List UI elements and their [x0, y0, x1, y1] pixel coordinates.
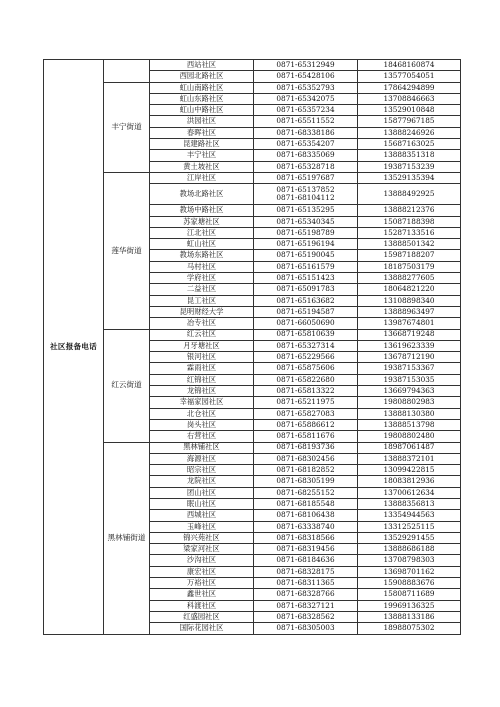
community-name: 康宏社区 — [150, 566, 254, 577]
landline-phone: 0871-65211975 — [254, 397, 358, 408]
community-name: 昆建路社区 — [150, 139, 254, 150]
community-name: 黑林铺社区 — [150, 442, 254, 453]
community-name: 红云社区 — [150, 329, 254, 340]
community-name: 团山社区 — [150, 487, 254, 498]
landline-phone: 0871-65875606 — [254, 363, 358, 374]
mobile-phone: 13354944563 — [358, 510, 461, 521]
mobile-phone: 13888372101 — [358, 453, 461, 464]
landline-phone: 0871-65340345 — [254, 216, 358, 227]
mobile-phone: 13529135394 — [358, 172, 461, 183]
mobile-phone: 15808711689 — [358, 589, 461, 600]
community-name: 丰宁社区 — [150, 150, 254, 161]
mobile-phone: 18064821220 — [358, 284, 461, 295]
landline-phone: 0871-63338740 — [254, 521, 358, 532]
landline-phone: 0871-65342075 — [254, 93, 358, 104]
mobile-phone: 18988075302 — [358, 623, 461, 634]
mobile-phone: 13577054051 — [358, 71, 461, 82]
mobile-phone: 19808802983 — [358, 397, 461, 408]
mobile-phone: 13888133186 — [358, 611, 461, 622]
community-name: 虹山东路社区 — [150, 93, 254, 104]
community-name: 国际花园社区 — [150, 623, 254, 634]
community-name: 幸福家园社区 — [150, 397, 254, 408]
landline-phone: 0871-65194587 — [254, 306, 358, 317]
street-cell: 黑林铺街道 — [104, 442, 150, 634]
mobile-phone: 18083812936 — [358, 476, 461, 487]
community-name: 江岸社区 — [150, 172, 254, 183]
landline-phone-line: 0871-65137852 — [276, 184, 335, 194]
mobile-phone: 13700612634 — [358, 487, 461, 498]
mobile-phone: 13529291455 — [358, 532, 461, 543]
landline-phone: 0871-65190045 — [254, 250, 358, 261]
community-name: 昭宗社区 — [150, 465, 254, 476]
landline-phone: 0871-65886612 — [254, 419, 358, 430]
community-name: 西站社区 — [150, 60, 254, 71]
landline-phone: 0871-65354207 — [254, 139, 358, 150]
landline-phone: 0871-65428106 — [254, 71, 358, 82]
mobile-phone: 13888963497 — [358, 306, 461, 317]
landline-phone: 0871-68328175 — [254, 566, 358, 577]
mobile-phone: 13888686188 — [358, 544, 461, 555]
landline-phone: 0871-68335069 — [254, 150, 358, 161]
community-name: 岗头社区 — [150, 419, 254, 430]
landline-phone: 0871-65810639 — [254, 329, 358, 340]
mobile-phone: 15908883676 — [358, 578, 461, 589]
community-name: 梁家河社区 — [150, 544, 254, 555]
community-name: 教场中路社区 — [150, 205, 254, 216]
mobile-phone: 13099422815 — [358, 465, 461, 476]
landline-phone: 0871-65161579 — [254, 261, 358, 272]
landline-phone: 0871-68318566 — [254, 532, 358, 543]
community-name: 西园北路社区 — [150, 71, 254, 82]
landline-phone: 0871-65813322 — [254, 386, 358, 397]
landline-phone: 0871-65229566 — [254, 352, 358, 363]
street-cell — [104, 60, 150, 83]
landline-phone: 0871-65198789 — [254, 227, 358, 238]
mobile-phone: 13708798303 — [358, 555, 461, 566]
community-name: 江北社区 — [150, 227, 254, 238]
community-name: 眠山社区 — [150, 498, 254, 509]
landline-phone: 0871-65135295 — [254, 205, 358, 216]
street-cell: 丰宁街道 — [104, 82, 150, 172]
landline-phone: 0871-68184636 — [254, 555, 358, 566]
mobile-phone: 18468160874 — [358, 60, 461, 71]
landline-phone-line: 0871-68104112 — [276, 193, 335, 203]
mobile-phone: 13669794363 — [358, 386, 461, 397]
mobile-phone: 18187503179 — [358, 261, 461, 272]
mobile-phone: 13888130380 — [358, 408, 461, 419]
landline-phone: 0871-68328562 — [254, 611, 358, 622]
mobile-phone: 19387153035 — [358, 374, 461, 385]
mobile-phone: 13619623339 — [358, 340, 461, 351]
mobile-phone: 13668719248 — [358, 329, 461, 340]
landline-phone: 0871-65196194 — [254, 239, 358, 250]
community-name: 龙锦社区 — [150, 386, 254, 397]
mobile-phone: 18987061487 — [358, 442, 461, 453]
community-name: 沙沟社区 — [150, 555, 254, 566]
landline-phone: 0871-68305199 — [254, 476, 358, 487]
mobile-phone: 13678712190 — [358, 352, 461, 363]
community-name: 海源社区 — [150, 453, 254, 464]
landline-phone: 0871-65822680 — [254, 374, 358, 385]
table-body — [44, 60, 461, 635]
community-name: 锦兴苑社区 — [150, 532, 254, 543]
community-name: 万裕社区 — [150, 578, 254, 589]
community-name: 马村社区 — [150, 261, 254, 272]
landline-phone: 0871-65357234 — [254, 105, 358, 116]
community-name: 黄土坡社区 — [150, 161, 254, 172]
landline-phone: 0871-65352793 — [254, 82, 358, 93]
mobile-phone: 15287133516 — [358, 227, 461, 238]
community-name: 学府社区 — [150, 273, 254, 284]
mobile-phone: 13108898340 — [358, 295, 461, 306]
community-name: 科渡社区 — [150, 600, 254, 611]
mobile-phone: 19808802480 — [358, 431, 461, 442]
landline-phone: 0871-68328766 — [254, 589, 358, 600]
mobile-phone: 13888492925 — [358, 184, 461, 205]
category-cell: 社区报备电话 — [44, 60, 104, 635]
community-name: 昆工社区 — [150, 295, 254, 306]
mobile-phone: 19387153367 — [358, 363, 461, 374]
community-name: 洪园社区 — [150, 116, 254, 127]
table-row — [44, 82, 461, 93]
mobile-phone: 17864294899 — [358, 82, 461, 93]
mobile-phone: 13888212376 — [358, 205, 461, 216]
mobile-phone: 13888246926 — [358, 127, 461, 138]
landline-phone: 0871-65827083 — [254, 408, 358, 419]
mobile-phone: 15987188207 — [358, 250, 461, 261]
community-name: 银河社区 — [150, 352, 254, 363]
landline-phone: 0871-65151423 — [254, 273, 358, 284]
landline-phone: 0871-68338186 — [254, 127, 358, 138]
landline-phone: 0871-68182852 — [254, 465, 358, 476]
landline-phone: 0871-68106438 — [254, 510, 358, 521]
landline-phone — [254, 184, 358, 205]
community-name: 二益社区 — [150, 284, 254, 295]
community-name: 红盛园社区 — [150, 611, 254, 622]
landline-phone: 0871-68319456 — [254, 544, 358, 555]
mobile-phone: 13529010848 — [358, 105, 461, 116]
landline-phone: 0871-65197687 — [254, 172, 358, 183]
community-name: 右营社区 — [150, 431, 254, 442]
community-name: 西城社区 — [150, 510, 254, 521]
landline-phone: 0871-65511552 — [254, 116, 358, 127]
landline-phone: 0871-65163682 — [254, 295, 358, 306]
landline-phone: 0871-68311365 — [254, 578, 358, 589]
landline-phone: 0871-68305003 — [254, 623, 358, 634]
community-phone-table — [43, 59, 461, 635]
community-name: 教场北路社区 — [150, 184, 254, 205]
table-row — [44, 329, 461, 340]
community-name: 教场东路社区 — [150, 250, 254, 261]
mobile-phone: 13987674801 — [358, 318, 461, 329]
community-name: 玉峰社区 — [150, 521, 254, 532]
community-name: 北仓社区 — [150, 408, 254, 419]
table-row — [44, 442, 461, 453]
landline-phone: 0871-68255152 — [254, 487, 358, 498]
table-row — [44, 60, 461, 71]
mobile-phone: 13698701162 — [358, 566, 461, 577]
community-name: 龙院社区 — [150, 476, 254, 487]
community-name: 虹山社区 — [150, 239, 254, 250]
community-name: 红锦社区 — [150, 374, 254, 385]
landline-phone: 0871-68302456 — [254, 453, 358, 464]
table-row — [44, 172, 461, 183]
landline-phone: 0871-68193736 — [254, 442, 358, 453]
landline-phone: 0871-66050690 — [254, 318, 358, 329]
community-name: 春晖社区 — [150, 127, 254, 138]
landline-phone: 0871-65327314 — [254, 340, 358, 351]
landline-phone: 0871-68185548 — [254, 498, 358, 509]
mobile-phone: 13708846663 — [358, 93, 461, 104]
community-name: 虹山中路社区 — [150, 105, 254, 116]
mobile-phone: 13888277605 — [358, 273, 461, 284]
mobile-phone: 19969136325 — [358, 600, 461, 611]
landline-phone: 0871-65811676 — [254, 431, 358, 442]
community-name: 虹山南路社区 — [150, 82, 254, 93]
community-name: 昆明财经大学 — [150, 306, 254, 317]
mobile-phone: 15087188398 — [358, 216, 461, 227]
mobile-phone: 13312525115 — [358, 521, 461, 532]
community-name: 苏家塘社区 — [150, 216, 254, 227]
mobile-phone: 15687163025 — [358, 139, 461, 150]
landline-phone: 0871-65328718 — [254, 161, 358, 172]
mobile-phone: 13888351318 — [358, 150, 461, 161]
community-name: 霖雨社区 — [150, 363, 254, 374]
mobile-phone: 15877967185 — [358, 116, 461, 127]
mobile-phone: 19387153239 — [358, 161, 461, 172]
street-cell: 莲华街道 — [104, 172, 150, 329]
mobile-phone: 13888501342 — [358, 239, 461, 250]
mobile-phone: 13888513798 — [358, 419, 461, 430]
community-name: 冶专社区 — [150, 318, 254, 329]
landline-phone: 0871-68327121 — [254, 600, 358, 611]
mobile-phone: 13888356813 — [358, 498, 461, 509]
landline-phone: 0871-65312949 — [254, 60, 358, 71]
landline-phone: 0871-65091783 — [254, 284, 358, 295]
community-name: 鑫世社区 — [150, 589, 254, 600]
community-name: 月牙塘社区 — [150, 340, 254, 351]
street-cell: 红云街道 — [104, 329, 150, 442]
